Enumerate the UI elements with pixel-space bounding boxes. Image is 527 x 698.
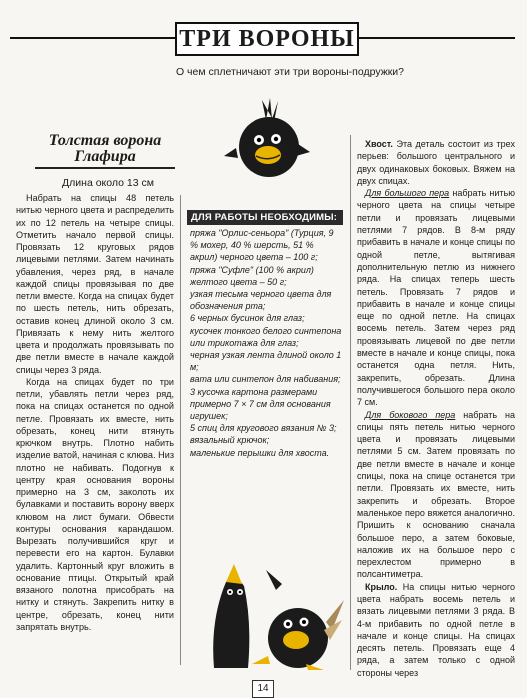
list-item: пряжа "Суфле" (100 % акрил) желтого цвета – 50 г; — [190, 264, 314, 287]
crow-wing-left — [224, 148, 238, 158]
crow-wing-right — [296, 144, 310, 156]
column-divider-right — [350, 135, 351, 670]
page-number: 14 — [252, 680, 274, 698]
title-rule-left — [10, 37, 175, 39]
left-body-text — [16, 192, 174, 633]
list-item: 3 кусочка картона размерами примерно 7 × 7 см для основания игрушек; — [190, 386, 331, 422]
column-divider-left — [180, 195, 181, 665]
crows-photo — [196, 560, 346, 672]
materials-list — [187, 225, 343, 459]
crow-illustration-top — [222, 92, 312, 187]
list-item: 5 спиц для кругового вязания № 3; — [190, 423, 337, 434]
title-rule-right — [355, 37, 515, 39]
page-title: ТРИ ВОРОНЫ — [179, 25, 355, 52]
list-item: узкая тесьма черного цвета для обозначения рта; — [190, 289, 332, 312]
title-box — [175, 22, 359, 56]
list-item: маленькие перышки для хвоста. — [190, 447, 330, 458]
materials-heading: ДЛЯ РАБОТЫ НЕОБХОДИМЫ: — [187, 210, 343, 225]
materials-box — [187, 210, 343, 459]
section-title-line-1: Толстая ворона — [48, 132, 162, 149]
length-note: Длина около 13 см — [62, 177, 154, 189]
section-title-line-2: Глафира — [74, 148, 136, 165]
list-item: вата или синтепон для набивания; — [190, 374, 341, 385]
list-item: вязальный крючок; — [190, 435, 270, 446]
list-item: кусочек тонкого белого синтепона или трикотажа для глаз; — [190, 325, 342, 348]
paragraph: Когда на спицах будет по три петли, убавлять петли через ряд, пока на спицах останется по одной петле. Провязать их вместе, нить обрезать, конец нити втянуть крючком внутрь. Плотно набить изделие ватой, начиная с клюва. Низ плотно не набивать. Подогнув к центру края основания вороны примерно на 3 см, заколоть их булавками и поставить ворону вверх клювом на лист бумаги. Обвести контуры основания карандашом. Вырезать получившийся круг и перевести его на картон. Булавки удалить. Картонный круг вложить в основание птицы. Открытый край вязаного полотна присобрать на нитку и стянуть. Закрепить нитку в центре, обрезать, конец нити запрятать внутрь. — [16, 376, 174, 632]
wing-paragraph: Крыло. На спицы нитью черного цвета набрать восемь петель и вязать лицевыми петлями 3 ряда. В 4-м прибавить по одной петле в начале и конце спицы. На спицах десять петель. Провязать еще 4 ряда, а затем только с одной стороны через — [357, 581, 515, 678]
right-body-text — [357, 138, 515, 679]
crow-beak — [255, 146, 281, 164]
side-feather-paragraph: Для бокового пера набрать на спицы пять петель нитью черного цвета и провязать лицевыми петлями 5 см. Затем провязать по две петли вместе в начале и конце спицы, пока на спице останется три петли. Провязать их вместе, нить закрепить и обрезать. Второе маленькое перо вяжется аналогично. Пришить к основанию сначала большое перо, а затем боковые, наложив их на большое перо с перехлестом примерно в полсантиметра. — [357, 409, 515, 580]
subtitle: О чем сплетничают эти три вороны-подружки? — [175, 66, 405, 78]
list-item: 6 черных бусинок для глаз; — [190, 313, 305, 324]
paragraph: Набрать на спицы 48 петель нитью черного цвета и распределить их по 12 петель на четыре спицы. Отметить начало первой спицы. Провязать 12 круговых рядов лицевыми петлями. Затем начинать убавления, через ряд, в начале каждой спицы провязывая по две петли вместе. Когда на спицах будет по шесть петель, нить обрезать, оставив конец длиной около 3 см. Привязать к нему нить желтого цвета и продолжать провязывать по две петли вместе в начале каждой спицы через 3 ряда. — [16, 193, 174, 375]
list-item: пряжа "Орлис-сеньора" (Турция, 9 % мохер, 40 % шерсть, 51 % акрил) черного цвета – 100 г; — [190, 228, 334, 263]
list-item: черная узкая лента длиной около 1 м; — [190, 350, 342, 373]
tail-paragraph: Хвост. Эта деталь состоит из трех перьев: большого центрального и двух одинаковых боковых. Вяжем на двух спицах. — [357, 139, 515, 186]
section-title — [35, 133, 175, 169]
big-feather-paragraph: Для большого пера набрать нитью черного цвета на спицы четыре петли и провязать лицевыми петлями 7 рядов. В 8-м ряду прибавить в начале и конце спицы по одной петле, вытягивая дополнительную петлю из нижнего ряда. На спицах теперь шесть петель. Провязать 7 рядов и прибавить в начале и конце спицы еще по одной петле. На спицах восемь петель. Затем через ряд провязывать лицевой по две петли вместе в начале и конце спицы, пока останется одна петля. Нить, закрепить, обрезать. Длина получившегося большого пера около 7 см. — [357, 188, 515, 408]
